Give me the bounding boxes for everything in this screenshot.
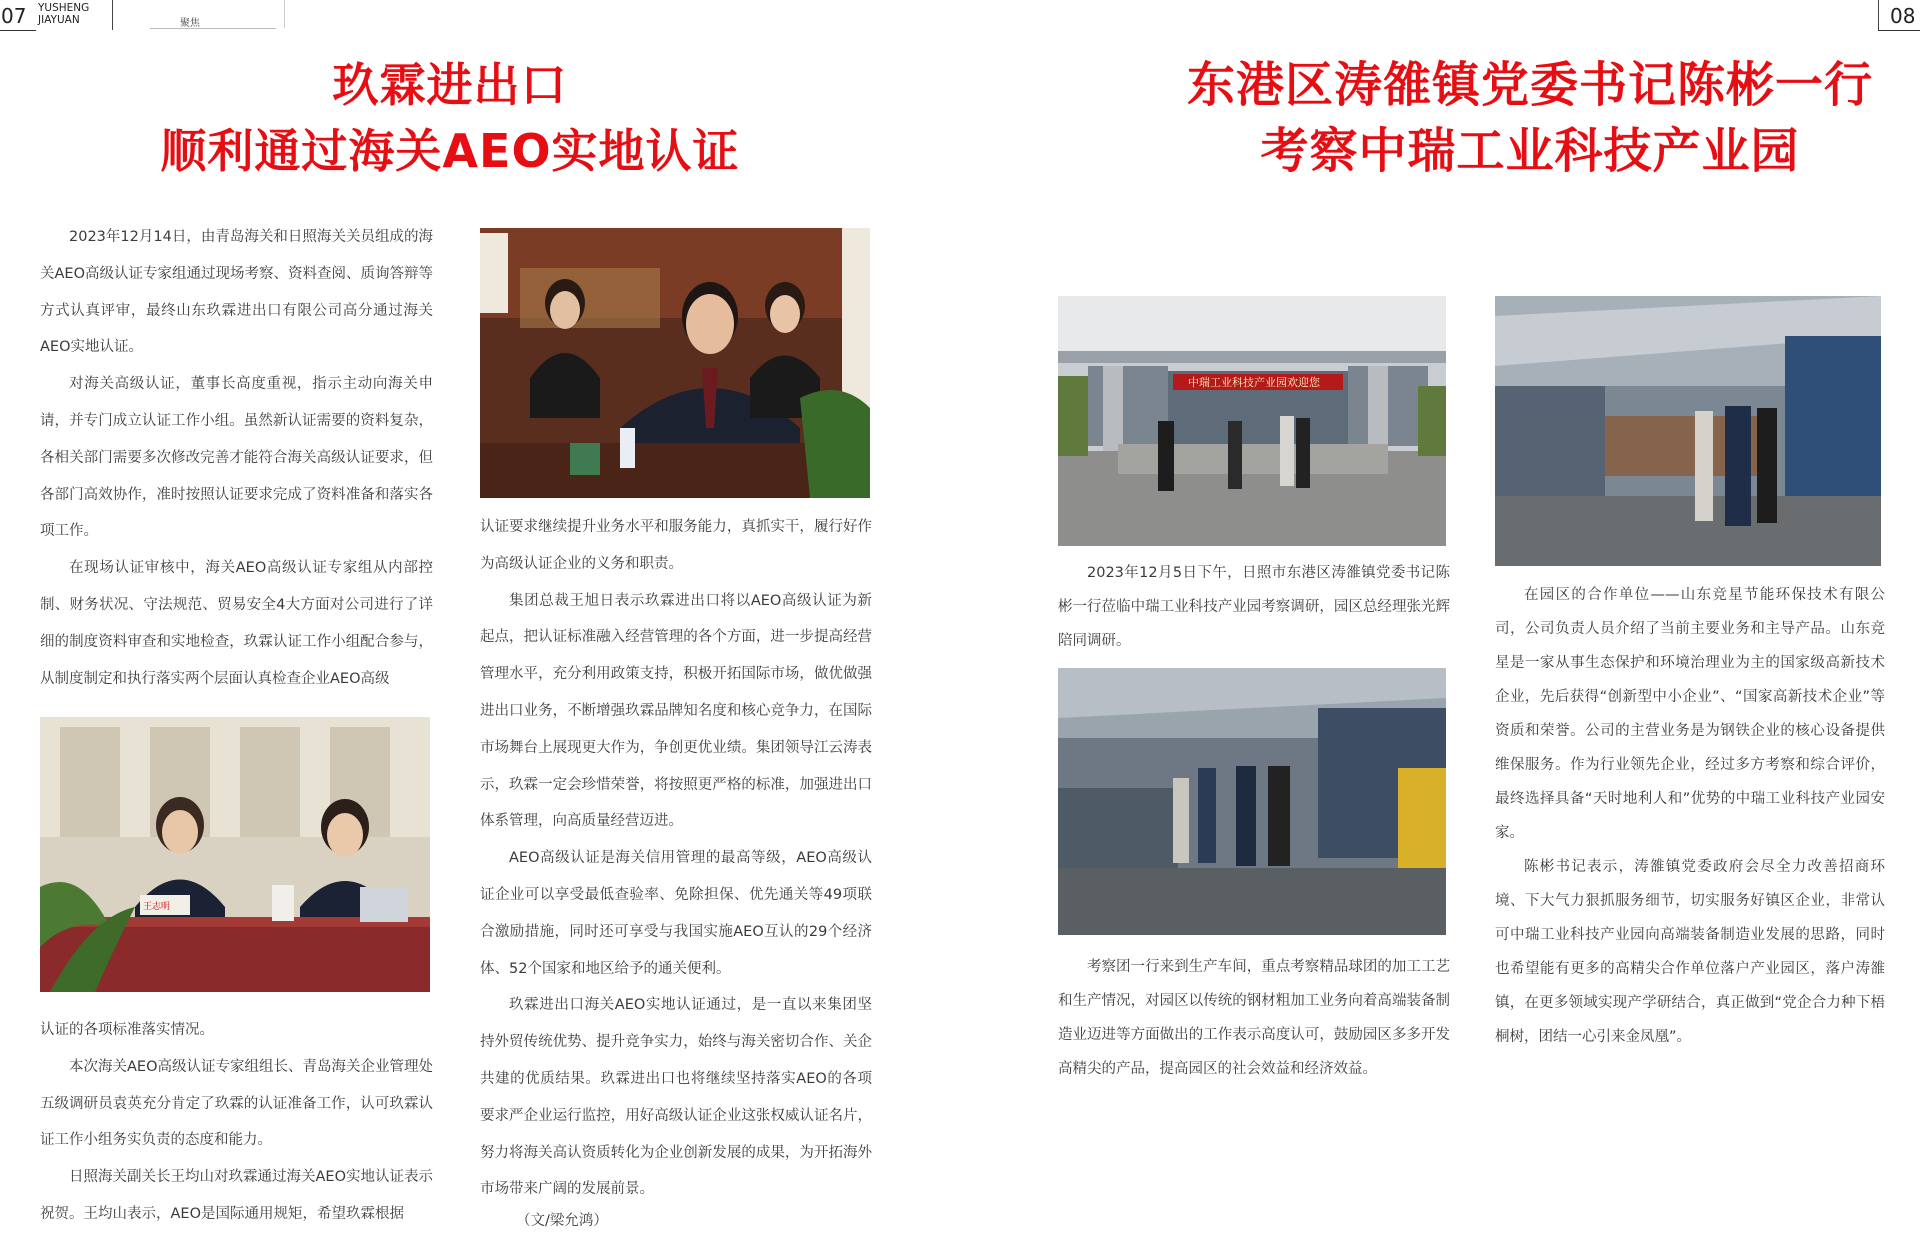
- page-number-right: 08: [1890, 4, 1916, 28]
- brand-line-2: JIAYUAN: [38, 14, 80, 26]
- article1-para-10: 玖霖进出口海关AEO实地认证通过，是一直以来集团坚持外贸传统优势、提升竞争实力，始终与海关密切合作、关企共建的优质结果。玖霖进出口也将继续坚持落实AEO的各项要求严企业运行监控，用好高级认证企业这张权威认证名片，努力将海关高认资质转化为企业创新发展的成果，为开拓海外市场带来广阔的发展前景。: [480, 997, 872, 1198]
- meeting-photo-executive: [480, 228, 870, 498]
- article1-para-6: 日照海关副关长王均山对玖霖通过海关AEO实地认证表示祝贺。王均山表示，AEO是国际通用规矩，希望玖霖根据: [40, 1169, 433, 1222]
- header-divider-right: [1878, 0, 1879, 30]
- article1-title-line1: 玖霖进出口: [332, 58, 568, 112]
- nameplate-text: 王志明: [143, 902, 171, 912]
- article1-title: [110, 52, 790, 184]
- section-tab: [150, 0, 276, 29]
- article1-para-2: 对海关高级认证，董事长高度重视，指示主动向海关申请，并专门成立认证工作小组。虽然新认证需要的资料复杂，各相关部门需要多次修改完善才能符合海关高级认证要求，但各部门高效协作，准时按照认证要求完成了资料准备和落实各项工作。: [40, 376, 433, 540]
- article2-title-line2: 考察中瑞工业科技产业园: [1260, 123, 1800, 179]
- article1-para-1: 2023年12月14日，由青岛海关和日照海关关员组成的海关AEO高级认证专家组通过现场考察、资料查阅、质询答辩等方式认真评审，最终山东玖霖进出口有限公司高分通过海关AEO实地认证。: [40, 229, 433, 356]
- section-label: 聚焦: [180, 18, 200, 29]
- article2-para-2: 考察团一行来到生产车间，重点考察精品球团的加工工艺和生产情况，对园区以传统的钢材粗加工业务向着高端装备制造业迈进等方面做出的工作表示高度认可，鼓励园区多多开发高精尖的产品，提高园区的社会效益和经济效益。: [1058, 959, 1450, 1077]
- brand-line-1: YUSHENG: [38, 2, 90, 14]
- article2-column3a: [1058, 556, 1450, 658]
- article2-para-4: 陈彬书记表示，涛雒镇党委政府会尽全力改善招商环境、下大气力狠抓服务细节，切实服务好镇区企业，非常认可中瑞工业科技产业园向高端装备制造业发展的思路，同时也希望能有更多的高精尖合作单位落户产业园区，落户涛雒镇，在更多领域实现产学研结合，真正做到“党企合力种下梧桐树，团结一心引来金凤凰”。: [1495, 859, 1885, 1045]
- article2-para-3: 在园区的合作单位——山东竞星节能环保技术有限公司，公司负责人员介绍了当前主要业务和主导产品。山东竞星是一家从事生态保护和环境治理业为主的国家级高新技术企业，先后获得“创新型中小企业”、“国家高新技术企业”等资质和荣誉。公司的主营业务是为钢铁企业的核心设备提供维保服务。作为行业领先企业，经过多方考察和综合评价，最终选择具备“天时地利人和”优势的中瑞工业科技产业园安家。: [1495, 587, 1885, 841]
- article1-para-7: 认证要求继续提升业务水平和服务能力，真抓实干，履行好作为高级认证企业的义务和职责。: [480, 519, 872, 572]
- article1-credit: （文/梁允鸿）: [516, 1213, 608, 1230]
- article1-para-8: 集团总裁王旭日表示玖霖进出口将以AEO高级认证为新起点，把认证标准融入经营管理的各个方面，进一步提高经营管理水平，充分利用政策支持，积极开拓国际市场，做优做强进出口业务，不断增强玖霖品牌知名度和核心竞争力，在国际市场舞台上展现更大作为，争创更优业绩。集团领导江云涛表示，玖霖一定会珍惜荣誉，将按照更严格的标准，加强进出口体系管理，向高质量经营迈进。: [480, 592, 872, 830]
- article1-column2: [480, 509, 872, 1234]
- meeting-photo-officers: [40, 717, 430, 992]
- article2-title-line1: 东港区涛雒镇党委书记陈彬一行: [1186, 57, 1873, 113]
- article2-column4: [1495, 578, 1885, 1054]
- park-gate-photo: [1058, 296, 1446, 546]
- article1-para-4: 认证的各项标准落实情况。: [40, 1022, 214, 1038]
- article2-column3b: [1058, 950, 1450, 1086]
- article1-para-5: 本次海关AEO高级认证专家组组长、青岛海关企业管理处五级调研员袁英充分肯定了玖霖的认证准备工作，认可玖霖认证工作小组务实负责的态度和能力。: [40, 1058, 433, 1149]
- gate-sign-text: 中瑞工业科技产业园欢迎您: [1188, 376, 1320, 389]
- article1-column1b: [40, 1012, 433, 1233]
- brand-logo-text: [38, 2, 89, 26]
- workshop-photo-2: [1495, 296, 1881, 566]
- page-number-left: 07: [1, 4, 27, 28]
- workshop-photo-1: [1058, 668, 1446, 935]
- article1-column1: [40, 219, 433, 697]
- header-rule-left: [0, 30, 36, 31]
- header-rule-center: [284, 0, 1875, 28]
- header-rule-right: [1878, 30, 1920, 31]
- article2-para-1: 2023年12月5日下午，日照市东港区涛雒镇党委书记陈彬一行莅临中瑞工业科技产业园考察调研，园区总经理张光辉陪同调研。: [1058, 565, 1450, 649]
- article1-para-3: 在现场认证审核中，海关AEO高级认证专家组从内部控制、财务状况、守法规范、贸易安全4大方面对公司进行了详细的制度资料审查和实地检查，玖霖认证工作小组配合参与，从制度制定和执行落实两个层面认真检查企业AEO高级: [40, 560, 433, 687]
- article1-title-line2: 顺利通过海关AEO实地认证: [160, 124, 740, 178]
- article1-para-9: AEO高级认证是海关信用管理的最高等级，AEO高级认证企业可以享受最低查验率、免除担保、优先通关等49项联合激励措施，同时还可享受与我国实施AEO互认的29个经济体、52个国家和地区给予的通关便利。: [480, 850, 872, 977]
- article2-title: [1100, 52, 1920, 184]
